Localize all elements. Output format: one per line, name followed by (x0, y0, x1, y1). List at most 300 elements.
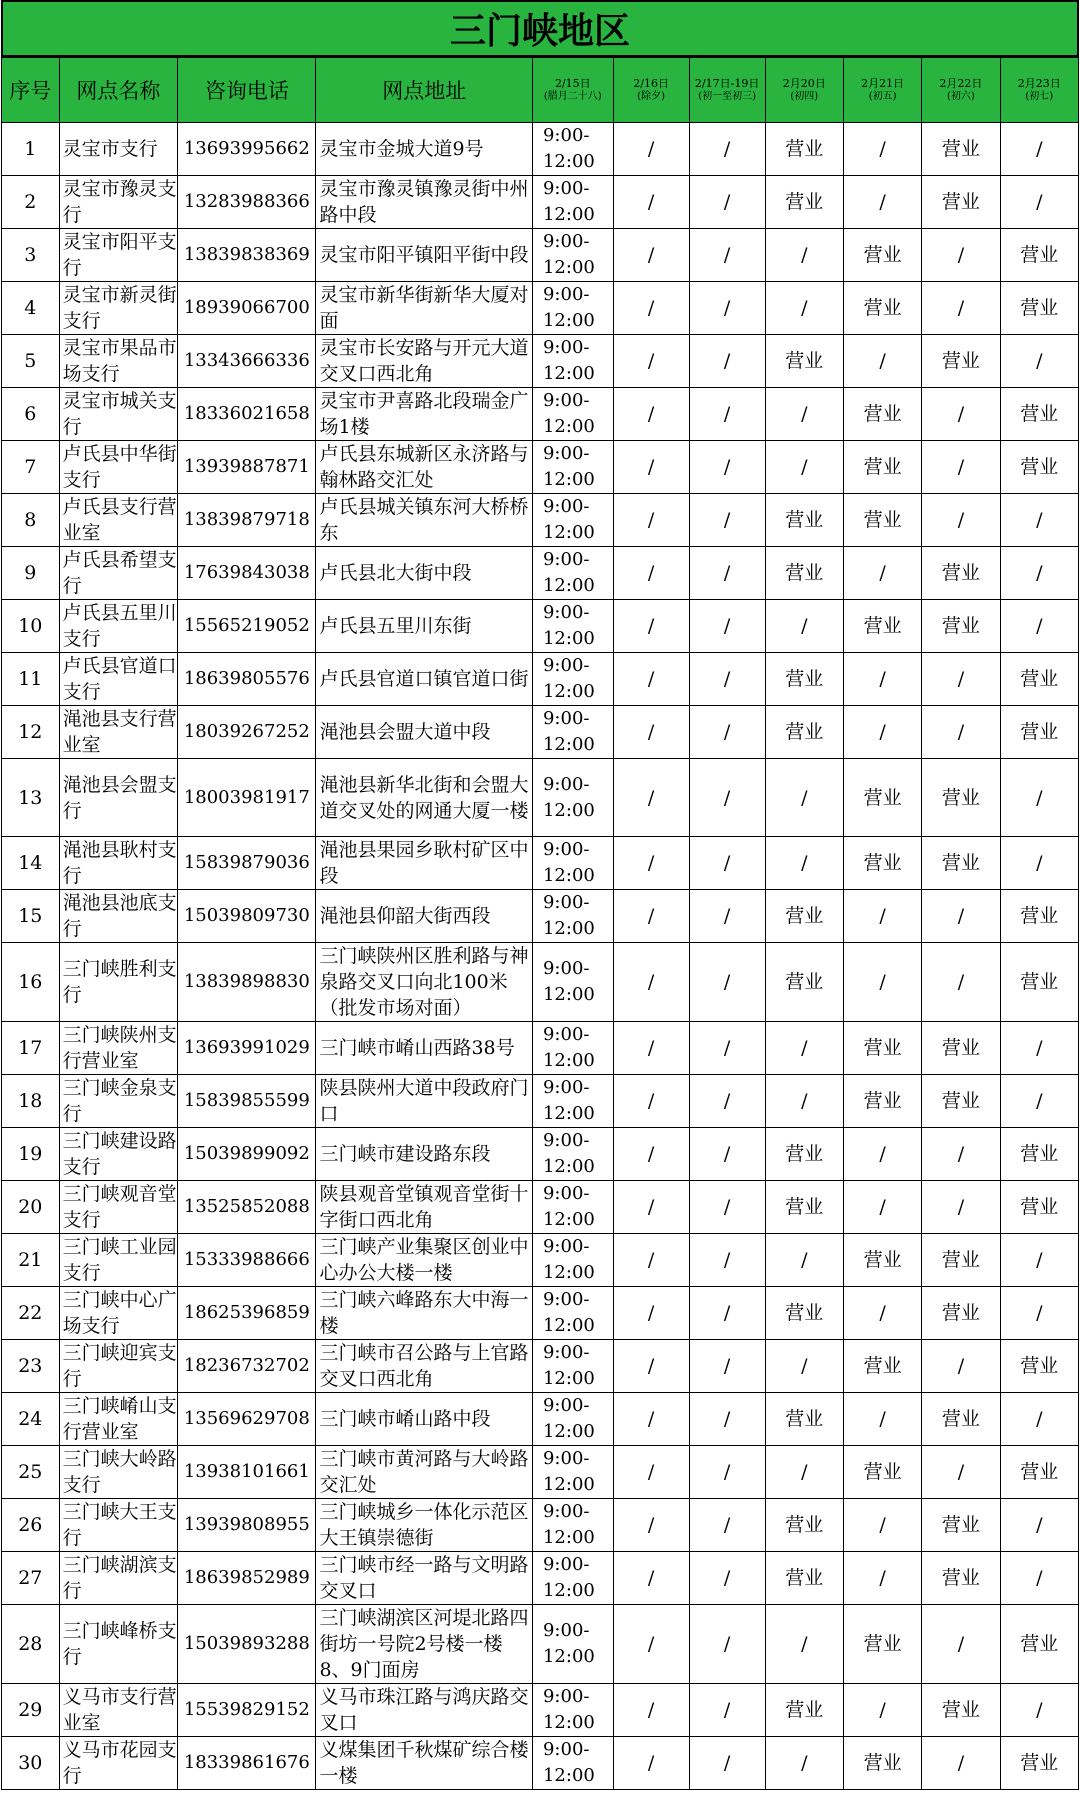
cell-seq: 12 (2, 706, 60, 759)
cell-day-status: / (1000, 1499, 1078, 1552)
cell-day-status: / (613, 1684, 689, 1737)
cell-name: 三门峡峰桥支行 (59, 1605, 178, 1684)
cell-seq: 7 (2, 441, 60, 494)
cell-name: 三门峡大岭路支行 (59, 1446, 178, 1499)
cell-day-status: / (765, 1075, 843, 1128)
cell-day-status: / (689, 1684, 765, 1737)
header-day-note: (初五) (868, 91, 897, 102)
cell-hours: 9:00-12:00 (532, 1181, 613, 1234)
cell-day-status: / (922, 494, 1000, 547)
cell-hours: 9:00-12:00 (532, 335, 613, 388)
cell-day-status: / (689, 1446, 765, 1499)
cell-phone: 18003981917 (178, 759, 316, 837)
cell-hours: 9:00-12:00 (532, 653, 613, 706)
cell-phone: 15565219052 (178, 600, 316, 653)
cell-day-status: 营业 (1000, 1446, 1078, 1499)
cell-day-status: / (1000, 1234, 1078, 1287)
cell-name: 三门峡金泉支行 (59, 1075, 178, 1128)
cell-address: 三门峡城乡一体化示范区大王镇崇德街 (316, 1499, 533, 1552)
cell-day-status: 营业 (1000, 282, 1078, 335)
cell-day-status: / (922, 1605, 1000, 1684)
cell-day-status: 营业 (765, 547, 843, 600)
cell-address: 三门峡市建设路东段 (316, 1128, 533, 1181)
cell-day-status: 营业 (1000, 890, 1078, 943)
header-day-note: (除夕) (637, 91, 666, 102)
cell-hours: 9:00-12:00 (532, 1075, 613, 1128)
cell-phone: 15839855599 (178, 1075, 316, 1128)
cell-day-status: 营业 (1000, 1605, 1078, 1684)
cell-day-status: / (689, 600, 765, 653)
cell-name: 渑池县耿村支行 (59, 837, 178, 890)
cell-hours: 9:00-12:00 (532, 1684, 613, 1737)
header-day (532, 58, 613, 123)
table-row (2, 890, 1079, 943)
cell-day-status: / (922, 1128, 1000, 1181)
cell-address: 义煤集团千秋煤矿综合楼一楼 (316, 1737, 533, 1790)
cell-day-status: 营业 (1000, 653, 1078, 706)
cell-address: 渑池县会盟大道中段 (316, 706, 533, 759)
branch-table (1, 57, 1079, 1790)
cell-day-status: / (1000, 1287, 1078, 1340)
cell-day-status: / (843, 176, 921, 229)
cell-day-status: / (689, 837, 765, 890)
cell-hours: 9:00-12:00 (532, 1737, 613, 1790)
cell-phone: 13693991029 (178, 1022, 316, 1075)
cell-phone: 18639805576 (178, 653, 316, 706)
cell-phone: 18339861676 (178, 1737, 316, 1790)
cell-day-status: / (765, 759, 843, 837)
cell-day-status: 营业 (843, 1075, 921, 1128)
cell-seq: 16 (2, 943, 60, 1022)
cell-day-status: / (1000, 494, 1078, 547)
cell-day-status: / (922, 388, 1000, 441)
cell-day-status: / (689, 1287, 765, 1340)
cell-name: 灵宝市果品市场支行 (59, 335, 178, 388)
table-row (2, 123, 1079, 176)
cell-day-status: / (689, 1234, 765, 1287)
cell-address: 卢氏县五里川东街 (316, 600, 533, 653)
cell-hours: 9:00-12:00 (532, 1022, 613, 1075)
cell-day-status: / (1000, 1393, 1078, 1446)
header-day (1000, 58, 1078, 123)
cell-day-status: 营业 (1000, 388, 1078, 441)
cell-phone: 18639852989 (178, 1552, 316, 1605)
table-row (2, 229, 1079, 282)
cell-day-status: / (765, 1340, 843, 1393)
cell-phone: 18336021658 (178, 388, 316, 441)
header-day-date: 2月21日 (861, 77, 905, 90)
table-row (2, 1340, 1079, 1393)
cell-phone: 13939887871 (178, 441, 316, 494)
cell-hours: 9:00-12:00 (532, 837, 613, 890)
cell-seq: 10 (2, 600, 60, 653)
cell-name: 三门峡湖滨支行 (59, 1552, 178, 1605)
cell-day-status: / (1000, 1022, 1078, 1075)
cell-day-status: 营业 (843, 1737, 921, 1790)
cell-seq: 5 (2, 335, 60, 388)
cell-day-status: 营业 (843, 1022, 921, 1075)
cell-seq: 22 (2, 1287, 60, 1340)
cell-seq: 3 (2, 229, 60, 282)
cell-seq: 26 (2, 1499, 60, 1552)
cell-day-status: / (843, 943, 921, 1022)
cell-day-status: / (765, 282, 843, 335)
cell-day-status: / (1000, 335, 1078, 388)
cell-hours: 9:00-12:00 (532, 943, 613, 1022)
table-row (2, 388, 1079, 441)
cell-day-status: / (765, 1737, 843, 1790)
cell-phone: 18039267252 (178, 706, 316, 759)
cell-day-status: / (922, 1737, 1000, 1790)
header-day-note: (初四) (790, 91, 819, 102)
cell-name: 三门峡胜利支行 (59, 943, 178, 1022)
cell-name: 义马市支行营业室 (59, 1684, 178, 1737)
cell-name: 灵宝市新灵街支行 (59, 282, 178, 335)
header-day-date: 2/17日-19日 (694, 77, 760, 90)
table-row (2, 1684, 1079, 1737)
cell-day-status: 营业 (765, 1499, 843, 1552)
cell-phone: 13343666336 (178, 335, 316, 388)
cell-day-status: / (843, 547, 921, 600)
cell-day-status: / (613, 1446, 689, 1499)
table-row (2, 494, 1079, 547)
cell-seq: 21 (2, 1234, 60, 1287)
cell-day-status: / (843, 706, 921, 759)
cell-address: 三门峡市崤山路中段 (316, 1393, 533, 1446)
cell-day-status: / (1000, 759, 1078, 837)
cell-day-status: / (843, 890, 921, 943)
cell-day-status: 营业 (1000, 706, 1078, 759)
cell-day-status: / (689, 547, 765, 600)
cell-day-status: / (613, 1393, 689, 1446)
cell-day-status: / (689, 1340, 765, 1393)
cell-address: 三门峡市黄河路与大岭路交汇处 (316, 1446, 533, 1499)
cell-day-status: / (689, 1499, 765, 1552)
table-row (2, 1181, 1079, 1234)
cell-day-status: / (922, 1340, 1000, 1393)
cell-day-status: / (613, 229, 689, 282)
cell-day-status: 营业 (765, 176, 843, 229)
cell-day-status: / (922, 282, 1000, 335)
cell-day-status: / (613, 1181, 689, 1234)
header-day-date: 2/15日 (554, 77, 591, 90)
cell-day-status: 营业 (765, 1684, 843, 1737)
page-title: 三门峡地区 (1, 0, 1079, 57)
cell-day-status: 营业 (922, 759, 1000, 837)
cell-day-status: 营业 (843, 282, 921, 335)
cell-name: 三门峡观音堂支行 (59, 1181, 178, 1234)
cell-address: 渑池县果园乡耿村矿区中段 (316, 837, 533, 890)
cell-seq: 30 (2, 1737, 60, 1790)
cell-seq: 24 (2, 1393, 60, 1446)
cell-address: 三门峡产业集聚区创业中心办公大楼一楼 (316, 1234, 533, 1287)
table-row (2, 759, 1079, 837)
table-row (2, 441, 1079, 494)
cell-seq: 25 (2, 1446, 60, 1499)
cell-name: 三门峡崤山支行营业室 (59, 1393, 178, 1446)
cell-hours: 9:00-12:00 (532, 1499, 613, 1552)
cell-day-status: 营业 (765, 494, 843, 547)
cell-day-status: / (922, 1446, 1000, 1499)
cell-hours: 9:00-12:00 (532, 1287, 613, 1340)
cell-hours: 9:00-12:00 (532, 706, 613, 759)
cell-name: 灵宝市阳平支行 (59, 229, 178, 282)
cell-day-status: / (613, 1737, 689, 1790)
cell-day-status: / (1000, 1075, 1078, 1128)
cell-name: 三门峡陕州支行营业室 (59, 1022, 178, 1075)
table-row (2, 1446, 1079, 1499)
cell-day-status: / (843, 1499, 921, 1552)
cell-day-status: / (843, 653, 921, 706)
header-day-note: (初七) (1025, 91, 1054, 102)
cell-day-status: 营业 (843, 441, 921, 494)
cell-name: 三门峡工业园支行 (59, 1234, 178, 1287)
cell-day-status: 营业 (1000, 1737, 1078, 1790)
header-day-note: (初一至初三) (698, 91, 757, 102)
cell-day-status: / (1000, 176, 1078, 229)
cell-address: 卢氏县北大街中段 (316, 547, 533, 600)
table-row (2, 837, 1079, 890)
cell-day-status: 营业 (765, 1552, 843, 1605)
cell-day-status: / (765, 1605, 843, 1684)
cell-hours: 9:00-12:00 (532, 123, 613, 176)
cell-day-status: / (689, 494, 765, 547)
cell-day-status: / (613, 282, 689, 335)
cell-hours: 9:00-12:00 (532, 1446, 613, 1499)
cell-day-status: 营业 (765, 706, 843, 759)
header-day-date: 2月20日 (782, 77, 826, 90)
cell-day-status: / (843, 123, 921, 176)
cell-day-status: 营业 (843, 229, 921, 282)
cell-seq: 27 (2, 1552, 60, 1605)
cell-day-status: 营业 (765, 1128, 843, 1181)
cell-seq: 29 (2, 1684, 60, 1737)
cell-address: 灵宝市豫灵镇豫灵街中州路中段 (316, 176, 533, 229)
cell-name: 灵宝市城关支行 (59, 388, 178, 441)
header-day (922, 58, 1000, 123)
cell-day-status: 营业 (843, 837, 921, 890)
cell-day-status: 营业 (922, 1022, 1000, 1075)
header-day (689, 58, 765, 123)
cell-day-status: / (689, 1552, 765, 1605)
cell-day-status: / (689, 176, 765, 229)
cell-day-status: 营业 (843, 1446, 921, 1499)
header-seq: 序号 (2, 58, 60, 123)
cell-day-status: / (1000, 547, 1078, 600)
cell-day-status: / (613, 1022, 689, 1075)
cell-day-status: / (613, 837, 689, 890)
cell-address: 灵宝市阳平镇阳平街中段 (316, 229, 533, 282)
cell-day-status: / (922, 706, 1000, 759)
header-name: 网点名称 (59, 58, 178, 123)
cell-day-status: 营业 (922, 1684, 1000, 1737)
header-address: 网点地址 (316, 58, 533, 123)
cell-phone: 18939066700 (178, 282, 316, 335)
table-row (2, 1128, 1079, 1181)
cell-day-status: 营业 (1000, 1128, 1078, 1181)
cell-day-status: / (689, 123, 765, 176)
cell-day-status: / (613, 441, 689, 494)
cell-day-status: 营业 (765, 1393, 843, 1446)
cell-day-status: / (922, 943, 1000, 1022)
cell-day-status: / (613, 943, 689, 1022)
cell-phone: 18236732702 (178, 1340, 316, 1393)
cell-seq: 17 (2, 1022, 60, 1075)
cell-day-status: / (843, 1287, 921, 1340)
cell-day-status: / (613, 1499, 689, 1552)
cell-day-status: / (843, 1684, 921, 1737)
cell-hours: 9:00-12:00 (532, 1128, 613, 1181)
cell-name: 卢氏县希望支行 (59, 547, 178, 600)
cell-name: 灵宝市豫灵支行 (59, 176, 178, 229)
cell-day-status: / (1000, 1552, 1078, 1605)
cell-phone: 13939808955 (178, 1499, 316, 1552)
cell-day-status: / (689, 706, 765, 759)
cell-day-status: 营业 (765, 123, 843, 176)
cell-seq: 18 (2, 1075, 60, 1128)
cell-hours: 9:00-12:00 (532, 1552, 613, 1605)
header-day-date: 2月23日 (1017, 77, 1061, 90)
cell-address: 灵宝市尹喜路北段瑞金广场1楼 (316, 388, 533, 441)
cell-day-status: / (765, 229, 843, 282)
cell-day-status: / (613, 1128, 689, 1181)
cell-hours: 9:00-12:00 (532, 229, 613, 282)
cell-day-status: / (765, 1234, 843, 1287)
cell-phone: 13839898830 (178, 943, 316, 1022)
cell-day-status: / (1000, 123, 1078, 176)
cell-day-status: / (613, 1075, 689, 1128)
cell-name: 三门峡迎宾支行 (59, 1340, 178, 1393)
cell-day-status: 营业 (843, 1340, 921, 1393)
cell-day-status: / (613, 1552, 689, 1605)
cell-day-status: / (613, 1340, 689, 1393)
cell-day-status: / (689, 441, 765, 494)
cell-address: 三门峡陕州区胜利路与神泉路交叉口向北100米（批发市场对面） (316, 943, 533, 1022)
header-day-date: 2月22日 (939, 77, 983, 90)
cell-day-status: / (922, 653, 1000, 706)
cell-day-status: / (613, 1605, 689, 1684)
cell-day-status: / (765, 388, 843, 441)
table-row (2, 706, 1079, 759)
table-row (2, 1287, 1079, 1340)
cell-day-status: 营业 (765, 1287, 843, 1340)
cell-phone: 15839879036 (178, 837, 316, 890)
table-row (2, 600, 1079, 653)
cell-day-status: / (689, 1128, 765, 1181)
cell-day-status: 营业 (765, 335, 843, 388)
cell-address: 三门峡市经一路与文明路交叉口 (316, 1552, 533, 1605)
cell-day-status: / (689, 229, 765, 282)
cell-day-status: 营业 (1000, 1340, 1078, 1393)
cell-day-status: 营业 (922, 600, 1000, 653)
table-row (2, 1499, 1079, 1552)
cell-day-status: 营业 (843, 759, 921, 837)
cell-day-status: / (689, 1022, 765, 1075)
table-body (2, 123, 1079, 1790)
cell-seq: 2 (2, 176, 60, 229)
cell-seq: 9 (2, 547, 60, 600)
cell-hours: 9:00-12:00 (532, 1234, 613, 1287)
table-row (2, 943, 1079, 1022)
cell-day-status: / (843, 335, 921, 388)
cell-phone: 13525852088 (178, 1181, 316, 1234)
cell-hours: 9:00-12:00 (532, 388, 613, 441)
cell-day-status: 营业 (1000, 943, 1078, 1022)
cell-hours: 9:00-12:00 (532, 600, 613, 653)
cell-seq: 19 (2, 1128, 60, 1181)
cell-day-status: / (922, 229, 1000, 282)
cell-day-status: 营业 (843, 1605, 921, 1684)
cell-name: 渑池县会盟支行 (59, 759, 178, 837)
cell-day-status: / (613, 547, 689, 600)
cell-name: 三门峡大王支行 (59, 1499, 178, 1552)
cell-day-status: / (843, 1393, 921, 1446)
cell-day-status: 营业 (922, 1234, 1000, 1287)
cell-seq: 15 (2, 890, 60, 943)
cell-day-status: / (922, 1181, 1000, 1234)
cell-seq: 20 (2, 1181, 60, 1234)
cell-address: 陕县观音堂镇观音堂街十字街口西北角 (316, 1181, 533, 1234)
header-day-date: 2/16日 (633, 77, 669, 90)
cell-name: 渑池县池底支行 (59, 890, 178, 943)
cell-day-status: / (765, 1022, 843, 1075)
table-row (2, 282, 1079, 335)
table-row (2, 1022, 1079, 1075)
header-day-note: (腊月二十八) (543, 91, 602, 102)
cell-day-status: / (843, 1552, 921, 1605)
table-row (2, 1605, 1079, 1684)
cell-phone: 13283988366 (178, 176, 316, 229)
cell-day-status: / (613, 600, 689, 653)
cell-address: 陕县陕州大道中段政府门口 (316, 1075, 533, 1128)
cell-day-status: / (689, 943, 765, 1022)
cell-seq: 8 (2, 494, 60, 547)
cell-phone: 18625396859 (178, 1287, 316, 1340)
cell-day-status: / (765, 441, 843, 494)
cell-name: 渑池县支行营业室 (59, 706, 178, 759)
table-row (2, 653, 1079, 706)
cell-day-status: 营业 (1000, 441, 1078, 494)
cell-day-status: 营业 (1000, 1181, 1078, 1234)
table-row (2, 335, 1079, 388)
cell-hours: 9:00-12:00 (532, 441, 613, 494)
cell-day-status: / (765, 600, 843, 653)
cell-day-status: / (689, 1605, 765, 1684)
cell-day-status: / (613, 759, 689, 837)
cell-day-status: / (613, 653, 689, 706)
cell-day-status: / (689, 759, 765, 837)
cell-hours: 9:00-12:00 (532, 1605, 613, 1684)
cell-day-status: 营业 (922, 837, 1000, 890)
cell-day-status: / (613, 335, 689, 388)
cell-address: 义马市珠江路与鸿庆路交叉口 (316, 1684, 533, 1737)
cell-day-status: / (613, 176, 689, 229)
table-row (2, 1075, 1079, 1128)
cell-name: 义马市花园支行 (59, 1737, 178, 1790)
table-row (2, 176, 1079, 229)
cell-day-status: 营业 (922, 176, 1000, 229)
cell-name: 卢氏县五里川支行 (59, 600, 178, 653)
cell-address: 卢氏县城关镇东河大桥桥东 (316, 494, 533, 547)
cell-hours: 9:00-12:00 (532, 176, 613, 229)
cell-address: 灵宝市长安路与开元大道交叉口西北角 (316, 335, 533, 388)
cell-day-status: / (613, 1287, 689, 1340)
cell-phone: 15039809730 (178, 890, 316, 943)
cell-day-status: 营业 (922, 335, 1000, 388)
cell-day-status: / (689, 653, 765, 706)
cell-address: 灵宝市金城大道9号 (316, 123, 533, 176)
header-row (2, 58, 1079, 123)
